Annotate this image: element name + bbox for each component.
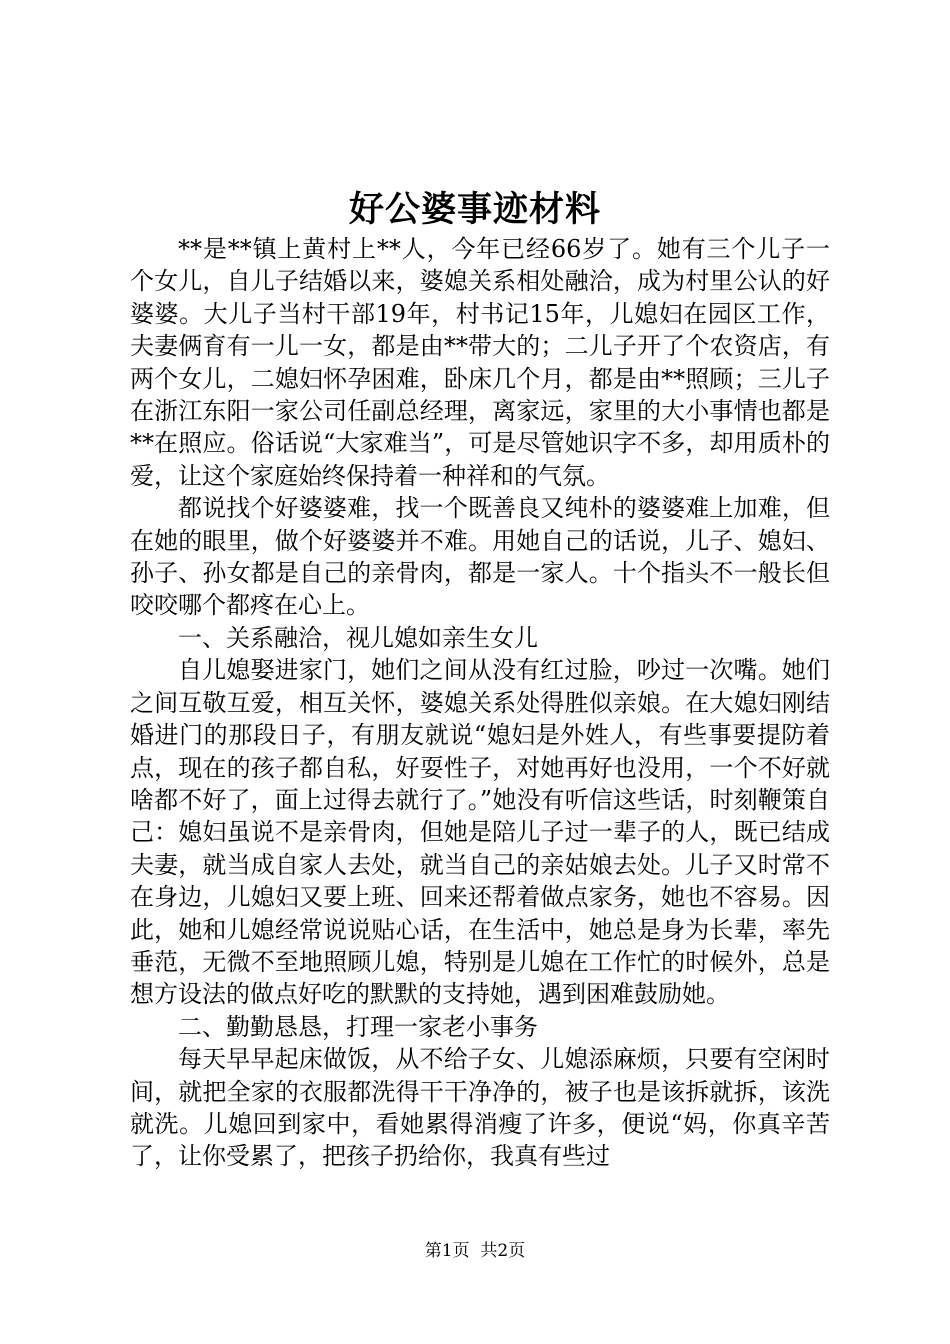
paragraph-section-2: 每天早早起床做饭，从不给子女、儿媳添麻烦，只要有空闲时间，就把全家的衣服都洗得干干净净的，被子也是该拆就拆，该洗就洗。儿媳回到家中，看她累得消瘦了许多，便说“妈，你真辛苦了，让你受累了，把孩子扔给你，我真有些过 <box>130 1045 830 1171</box>
document-body <box>130 233 830 1173</box>
paragraph-intro: **是**镇上黄村上**人，今年已经66岁了。她有三个儿子一个女儿，自儿子结婚以来，婆媳关系相处融洽，成为村里公认的好婆婆。大儿子当村干部19年，村书记15年，儿媳妇在园区工作，夫妻俩育有一儿一女，都是由**带大的；二儿子开了个农资店，有两个女儿，二媳妇怀孕困难，卧床几个月，都是由**照顾；三儿子在浙江东阳一家公司任副总经理，离家远，家里的大小事情也都是**在照应。俗话说“大家难当”，可是尽管她识字不多，却用质朴的爱，让这个家庭始终保持着一种祥和的气氛。 <box>130 235 830 490</box>
paragraph-section-1: 自儿媳娶进家门，她们之间从没有红过脸，吵过一次嘴。她们之间互敬互爱，相互关怀，婆媳关系处得胜似亲娘。在大媳妇刚结婚进门的那段日子，有朋友就说“媳妇是外姓人，有些事要提防着点，现在的孩子都自私，好耍性子，对她再好也没用，一个不好就啥都不好了，面上过得去就行了。”她没有听信这些话，时刻鞭策自己：媳妇虽说不是亲骨肉，但她是陪儿子过一辈子的人，既已结成夫妻，就当成自家人去处，就当自己的亲姑娘去处。儿子又时常不在身边，儿媳妇又要上班、回来还帮着做点家务，她也不容易。因此，她和儿媳经常说说贴心话，在生活中，她总是身为长辈，率先垂范，无微不至地照顾儿媳，特别是儿媳在工作忙的时候外，总是想方设法的做点好吃的默默的支持她，遇到困难鼓励她。 <box>130 656 830 1009</box>
document-title: 好公婆事迹材料 <box>348 189 601 230</box>
section-heading-2: 二、勤勤恳恳，打理一家老小事务 <box>178 1012 538 1041</box>
paragraph-good-mother-in-law: 都说找个好婆婆难，找一个既善良又纯朴的婆婆难上加难，但在她的眼里，做个好婆婆并不难。用她自己的话说，儿子、媳妇、孙子、孙女都是自己的亲骨肉，都是一家人。十个指头不一般长但咬咬哪个都疼在心上。 <box>130 494 830 620</box>
page-footer: 第1页 共2页 <box>424 1241 526 1261</box>
section-heading-1: 一、关系融洽，视儿媳如亲生女儿 <box>178 623 538 652</box>
